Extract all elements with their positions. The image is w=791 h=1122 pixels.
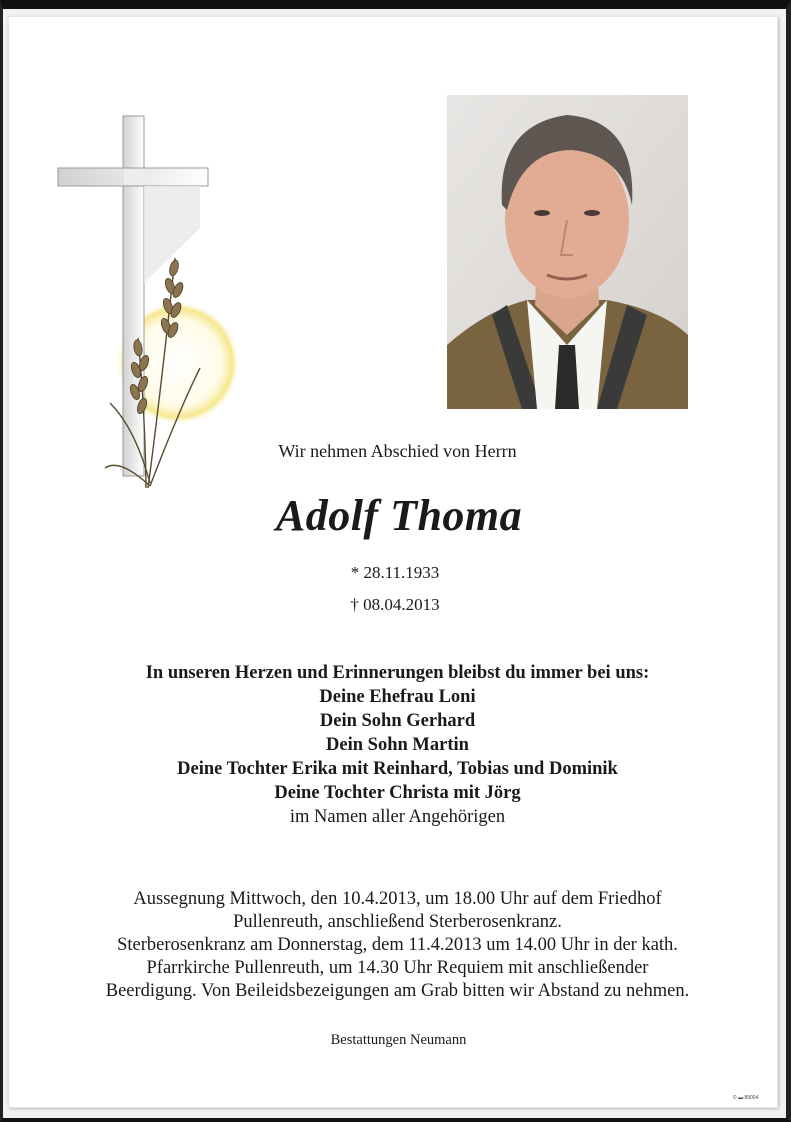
mourner-line: Deine Tochter Christa mit Jörg — [274, 783, 521, 803]
death-date: † 08.04.2013 — [350, 595, 440, 614]
mourners-heading: In unseren Herzen und Erinnerungen bleibst du immer bei uns: — [145, 663, 650, 683]
service-line: Beerdigung. Von Beileidsbezeigungen am Grab bitten wir Abstand zu nehmen. — [105, 981, 690, 1001]
copyright-mark: © ▬ 89004 — [733, 1095, 759, 1101]
service-line: Pullenreuth, anschließend Sterberosenkranz. — [233, 912, 562, 932]
mourner-line: Deine Tochter Erika mit Reinhard, Tobias und Dominik — [177, 759, 618, 779]
mourners-closing: im Namen aller Angehörigen — [289, 807, 506, 827]
service-line: Aussegnung Mittwoch, den 10.4.2013, um 18.00 Uhr auf dem Friedhof — [133, 889, 662, 909]
undertaker-name: Bestattungen Neumann — [330, 1032, 467, 1048]
mourner-line: Deine Ehefrau Loni — [319, 687, 476, 707]
mourner-line: Dein Sohn Gerhard — [319, 711, 476, 731]
birth-date: * 28.11.1933 — [350, 563, 440, 582]
portrait-photo — [447, 95, 688, 409]
cross-wheat-icon — [50, 108, 250, 498]
service-line: Pfarrkirche Pullenreuth, um 14.30 Uhr Requiem mit anschließender — [146, 958, 649, 978]
service-block — [0, 888, 791, 1003]
mourners-block — [0, 661, 791, 829]
intro-text: Wir nehmen Abschied von Herrn — [278, 441, 517, 461]
portrait-icon — [447, 95, 688, 409]
service-line: Sterberosenkranz am Donnerstag, dem 11.4.2013 um 14.00 Uhr in der kath. — [117, 935, 678, 955]
mourner-line: Dein Sohn Martin — [326, 735, 469, 755]
deceased-name: Adolf Thoma — [275, 491, 523, 540]
